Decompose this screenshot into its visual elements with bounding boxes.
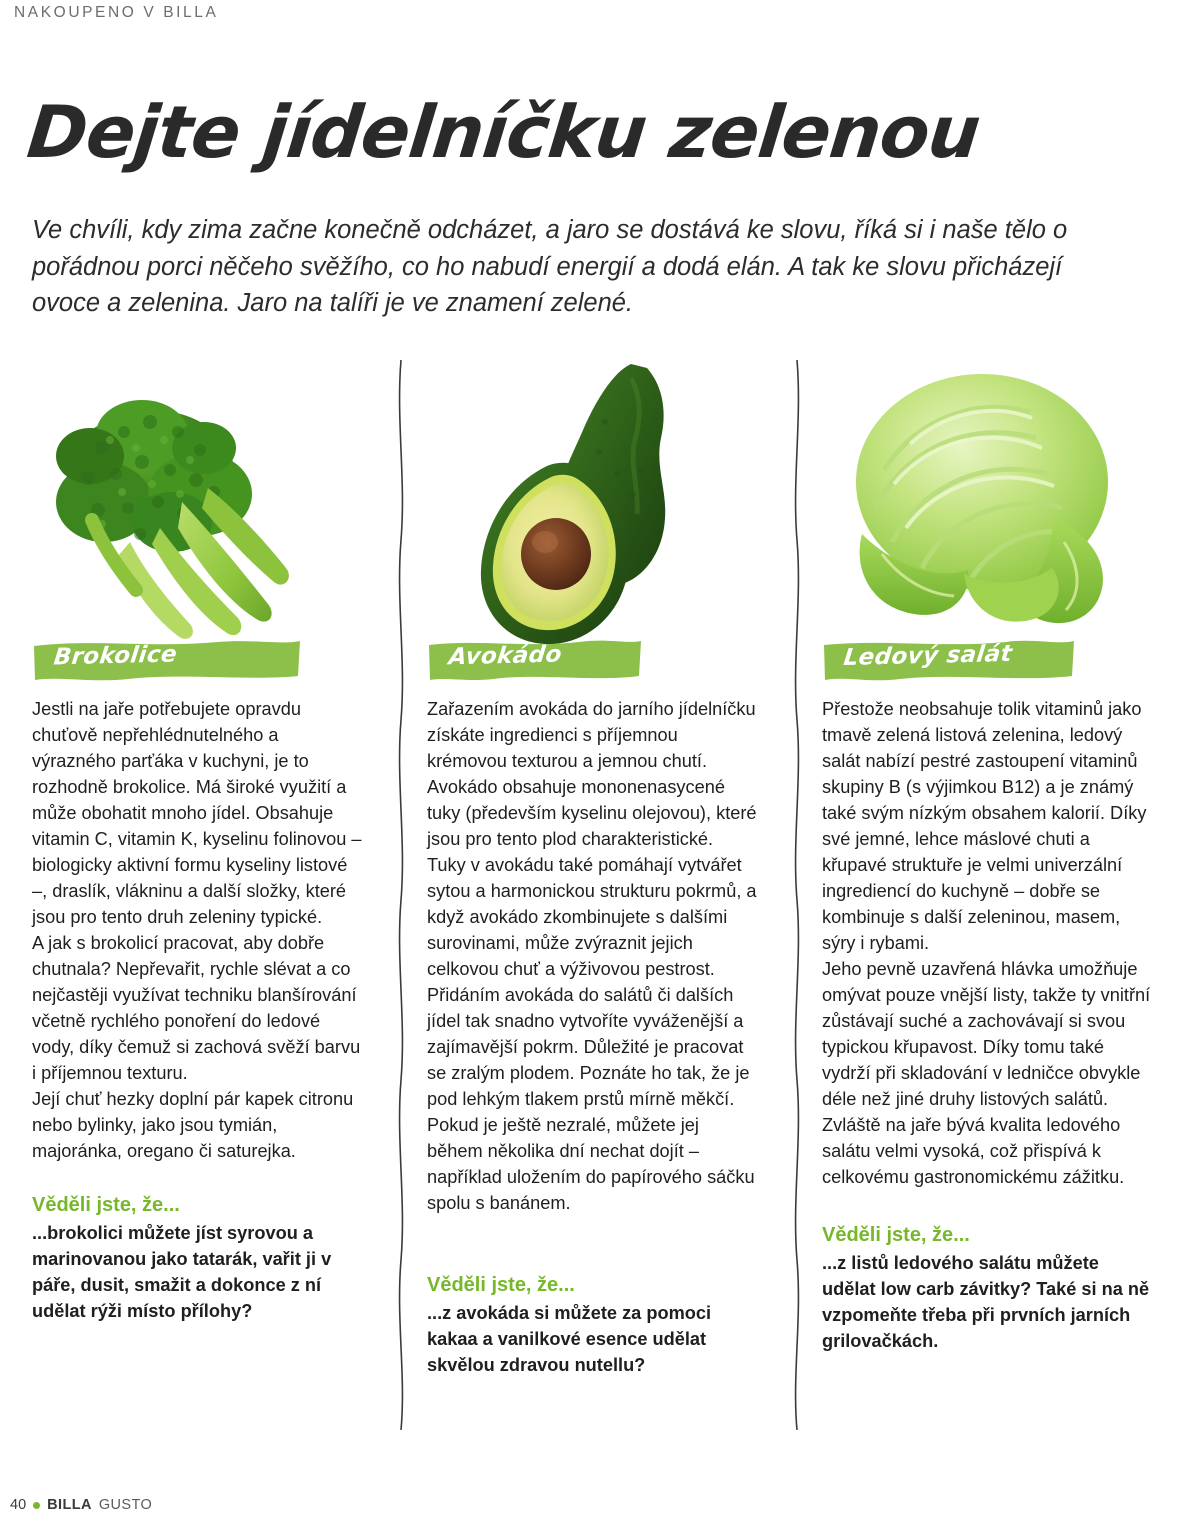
article-column-lettuce — [822, 352, 1152, 1355]
avocado-body-text: Zařazením avokáda do jarního jídelníčku získáte ingredienci s příjemnou krémovou texturou a jemnou chutí. Avokádo obsahuje mononenasycené tuky (především kyselinu olejovou), které jsou pro tento plod charakteristické. Tuky v avokádu také pomáhají vytvářet sytou a harmonickou strukturu pokrmů, a když avokádo zkombinujete s dalšími surovinami, může zvýraznit jejich celkovou chuť a výživovou pestrost. Přidáním avokáda do salátů či dalších jídel tak snadno vytvoříte vyváženější a zajímavější pokrm. Důležité je pracovat se zralým plodem. Poznáte ho tak, že je pod lehkým tlakem prstů mírně měkčí. Pokud je ještě nezralé, můžete jej během několika dní nechat dojít – například uložením do papírového sáčku spolu s banánem. — [427, 699, 757, 1214]
broccoli-body — [32, 696, 362, 1164]
broccoli-body-text: Jestli na jaře potřebujete opravdu chuťově nepřehlédnutelného a výrazného parťáka v kuchyni, je to rozhodně brokolice. Má široké využití a může obohatit mnoho jídel. Obsahuje vitamin C, vitamin K, kyselinu folinovou – biologicky aktivní formu kyseliny listové –, draslík, vlákninu a další složky, které jsou pro tento druh zeleniny typické. A jak s brokolicí pracovat, aby dobře chutnala? Nepřevařit, rychle slévat a co nejčastěji využívat techniku blanšírování včetně rychlého ponoření do ledové vody, díky čemuž si zachová svěží barvu i příjemnou texturu. Její chuť hezky doplní pár kapek citronu nebo bylinky, jako jsou tymián, majoránka, oregano či saturejka. — [32, 699, 362, 1162]
lettuce-body — [822, 696, 1152, 1190]
broccoli-photo — [32, 352, 362, 652]
avocado-photo — [427, 352, 757, 652]
footer-brand: BILLA — [47, 1497, 92, 1513]
banner-label: Avokádo — [447, 641, 564, 671]
did-you-know-text: ...z avokáda si můžete za pomoci kakaa a vanilkové esence udělat skvělou zdravou nutellu? — [427, 1303, 712, 1375]
column-separator — [394, 360, 408, 1430]
banner-avocado — [427, 636, 757, 682]
page-title: Dejte jídelníčku zelenou — [23, 90, 984, 174]
column-separator — [790, 360, 804, 1430]
page-number: 40 — [10, 1497, 27, 1513]
did-you-know-avocado — [427, 1274, 757, 1379]
banner-lettuce — [822, 636, 1152, 682]
did-you-know-text: ...z listů ledového salátu můžete udělat low carb závitky? Také si na ně vzpomeňte třeba při prvních jarních grilovačkách. — [822, 1253, 1150, 1351]
banner-label: Ledový salát — [842, 640, 1014, 672]
intro-paragraph: Ve chvíli, kdy zima začne konečně odcházet, a jaro se dostává ke slovu, říká si i naše tělo o pořádnou porci něčeho svěžího, co ho nabudí energií a dodá elán. A tak ke slovu přicházejí ovoce a zelenina. Jaro na talíři je ve znamení zelené. — [32, 216, 1068, 318]
did-you-know-text: ...brokolici můžete jíst syrovou a marinovanou jako tatarák, vařit ji v páře, dusit, smažit a dokonce z ní udělat rýži místo přílohy? — [32, 1223, 332, 1321]
bullet-icon — [33, 1502, 40, 1509]
did-you-know-title: Věděli jste, že... — [427, 1274, 575, 1297]
did-you-know-broccoli — [32, 1194, 362, 1324]
avocado-body — [427, 696, 757, 1216]
iceberg-lettuce-photo — [822, 352, 1152, 652]
banner-label: Brokolice — [52, 641, 179, 671]
did-you-know-title: Věděli jste, že... — [822, 1224, 970, 1247]
article-column-broccoli — [32, 352, 362, 1325]
page-footer — [10, 1497, 152, 1513]
footer-magazine: GUSTO — [98, 1497, 153, 1513]
did-you-know-title: Věděli jste, že... — [32, 1194, 180, 1217]
did-you-know-lettuce — [822, 1224, 1152, 1354]
banner-broccoli — [32, 636, 362, 682]
lettuce-body-text: Přestože neobsahuje tolik vitaminů jako tmavě zelená listová zelenina, ledový salát nabízí pestré zastoupení vitaminů skupiny B (s výjimkou B12) a je známý také svým nízkým obsahem kalorií. Díky své jemné, lehce máslové chuti a křupavé struktuře je velmi univerzální ingrediencí do kuchyně – dobře se kombinuje s další zeleninou, masem, sýry i rybami. Jeho pevně uzavřená hlávka umožňuje omývat pouze vnější listy, takže ty vnitřní zůstávají suché a zachovávají si svou typickou křupavost. Díky tomu také vydrží při skladování v ledničce obvykle déle než jiné druhy listových salátů. Zvláště na jaře bývá kvalita ledového salátu velmi vysoká, což přispívá k celkovému gastronomickému zážitku. — [822, 699, 1151, 1188]
article-columns — [0, 352, 1200, 1442]
article-column-avocado — [427, 352, 757, 1379]
page-kicker: NAKOUPENO V BILLA — [14, 4, 219, 21]
